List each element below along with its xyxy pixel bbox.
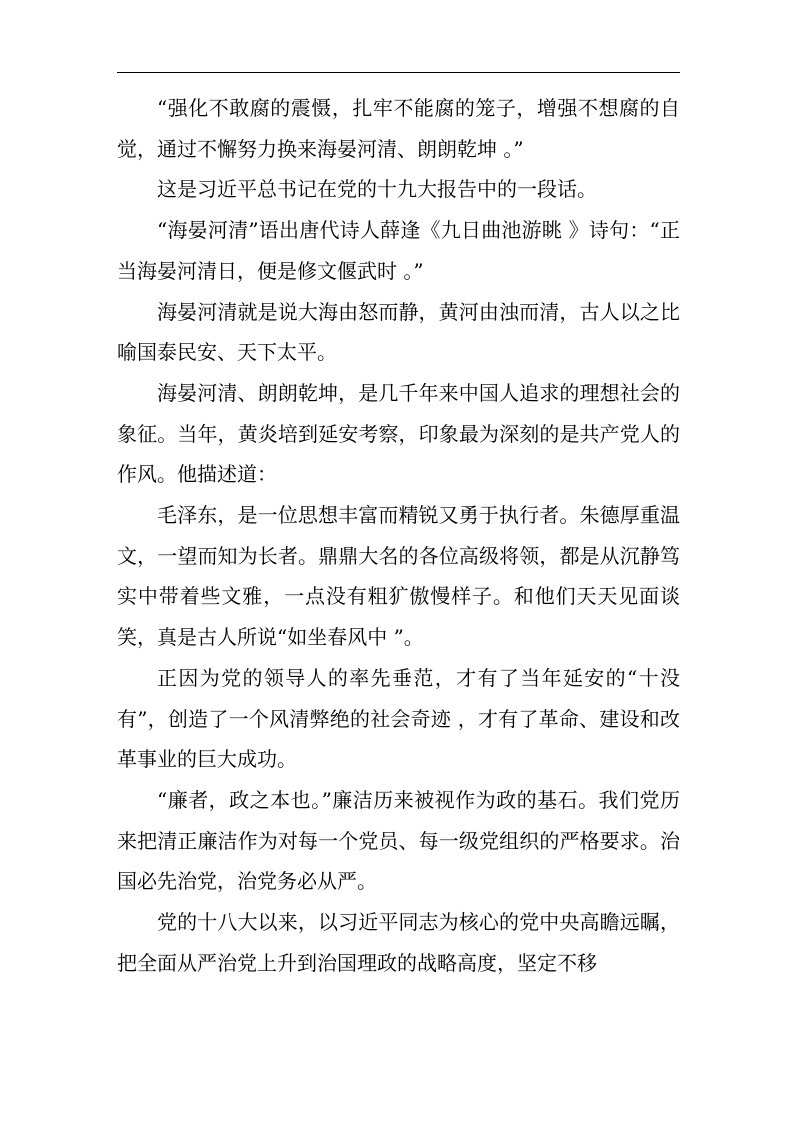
paragraph-8: “廉者，政之本也。”廉洁历来被视作为政的基石。我们党历来把清正廉洁作为对每一个党员、每一级党组织的严格要求。治国必先治党，治党务必从严。 bbox=[117, 787, 680, 894]
paragraph-2: 这是习近平总书记在党的十九大报告中的一段话。 bbox=[157, 177, 597, 202]
paragraph-1: “强化不敢腐的震慑，扎牢不能腐的笼子，增强不想腐的自觉，通过不懈努力换来海晏河清、朗朗乾坤 。” bbox=[117, 96, 680, 161]
paragraph-6: 毛泽东，是一位思想丰富而精锐又勇于执行者。朱德厚重温文，一望而知为长者。鼎鼎大名的各位高级将领，都是从沉静笃实中带着些文雅，一点没有粗犷傲慢样子。和他们天天见面谈笑，真是古人所说“如坐春风中 ”。 bbox=[117, 503, 680, 650]
paragraph-3: “海晏河清”语出唐代诗人薛逢《九日曲池游眺 》诗句：“正当海晏河清日，便是修文偃武时 。” bbox=[117, 218, 680, 283]
paragraph-4: 海晏河清就是说大海由怒而静，黄河由浊而清，古人以之比喻国泰民安、天下太平。 bbox=[117, 299, 680, 365]
paragraph-9: 党的十八大以来，以习近平同志为核心的党中央高瞻远瞩，把全面从严治党上升到治国理政的战略高度，坚定不移 bbox=[117, 910, 680, 975]
header-rule bbox=[117, 72, 680, 73]
paragraph-7: 正因为党的领导人的率先垂范，才有了当年延安的“十没有”，创造了一个风清弊绝的社会奇迹 ，才有了革命、建设和改革事业的巨大成功。 bbox=[117, 665, 680, 772]
paragraph-5: 海晏河清、朗朗乾坤，是几千年来中国人追求的理想社会的象征。当年，黄炎培到延安考察，印象最为深刻的是共产党人的作风。他描述道： bbox=[117, 380, 680, 487]
body-text bbox=[117, 88, 680, 983]
